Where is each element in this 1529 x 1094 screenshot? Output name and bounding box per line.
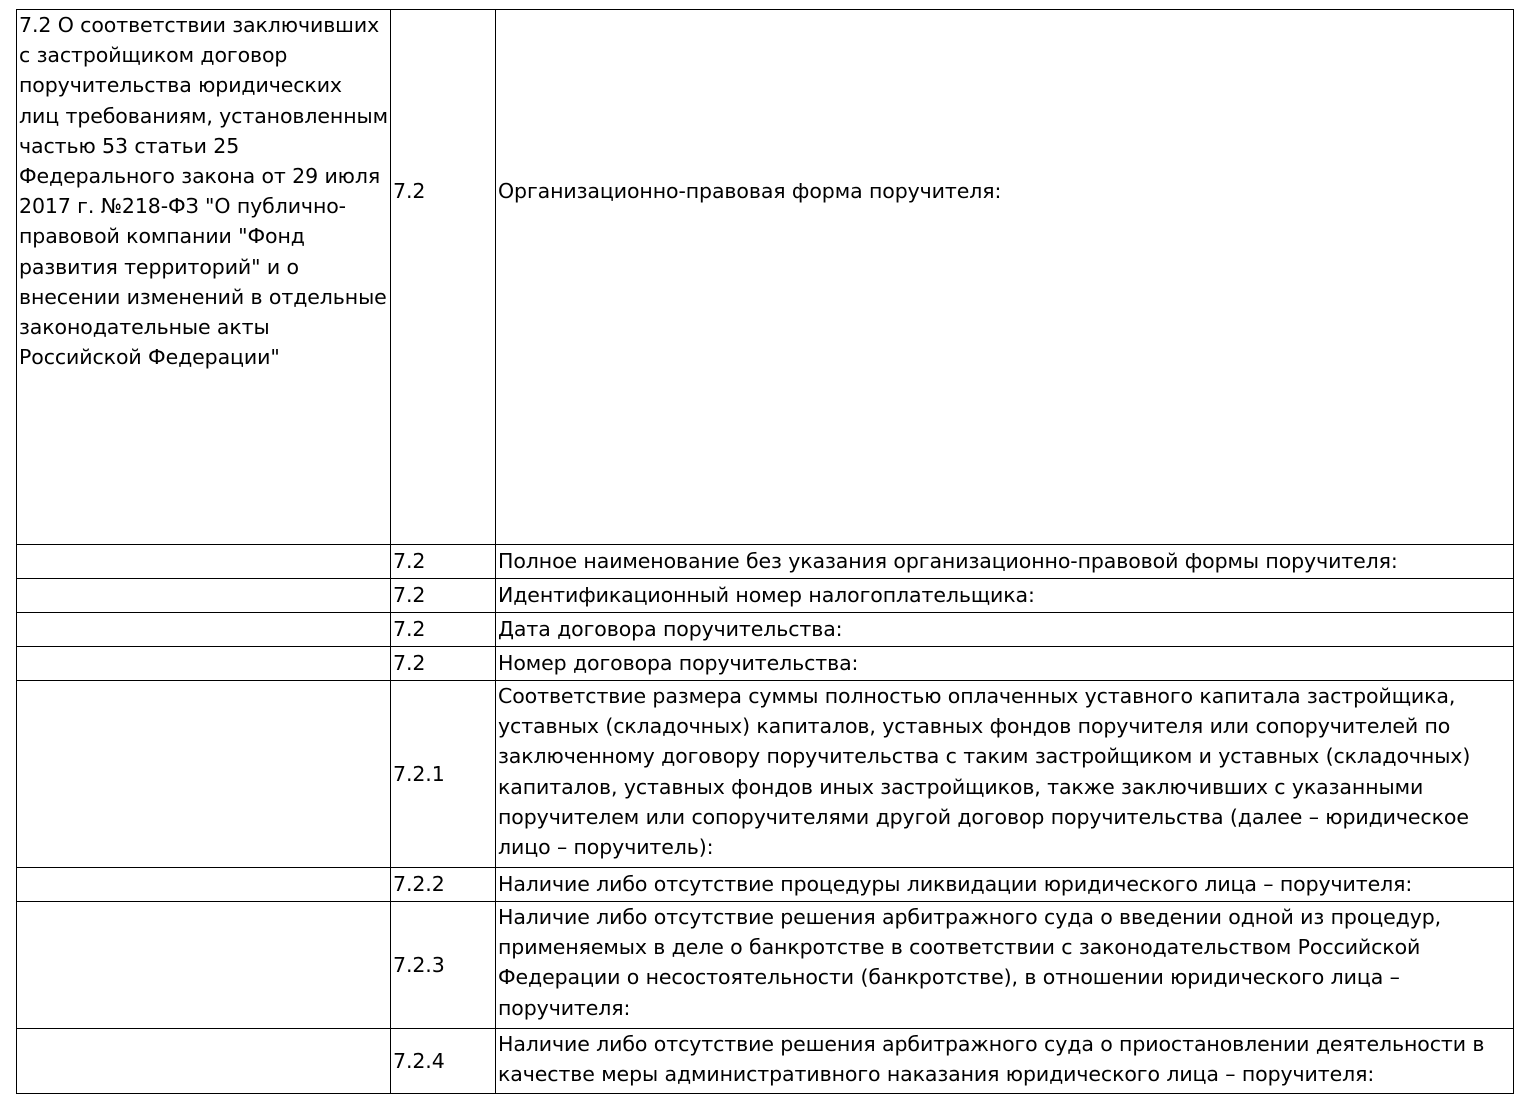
item-description: Идентификационный номер налогоплательщика: bbox=[498, 583, 1035, 608]
description-cell bbox=[496, 579, 1514, 613]
code-cell bbox=[391, 868, 496, 902]
table-row bbox=[17, 1029, 1514, 1094]
table-row bbox=[17, 647, 1514, 681]
section-cell bbox=[17, 647, 391, 681]
code-cell bbox=[391, 10, 496, 545]
description-cell bbox=[496, 902, 1514, 1029]
code-cell bbox=[391, 613, 496, 647]
item-description: Наличие либо отсутствие решения арбитражного суда о приостановлении деятельности в качестве меры административного наказания юридического лица – поручителя: bbox=[498, 1032, 1485, 1087]
code-cell bbox=[391, 545, 496, 579]
item-description: Наличие либо отсутствие решения арбитражного суда о введении одной из процедур, применяемых в деле о банкротстве в соответствии с законодательством Российской Федерации о несостоятельности (банкротстве), в отношении юридического лица – поручителя: bbox=[498, 905, 1442, 1020]
section-cell bbox=[17, 681, 391, 868]
code-cell bbox=[391, 1029, 496, 1094]
table-row bbox=[17, 681, 1514, 868]
code-cell bbox=[391, 579, 496, 613]
section-cell bbox=[17, 545, 391, 579]
table-row bbox=[17, 545, 1514, 579]
description-cell bbox=[496, 1029, 1514, 1094]
section-cell bbox=[17, 902, 391, 1029]
item-description: Полное наименование без указания организационно-правовой формы поручителя: bbox=[498, 549, 1398, 574]
section-title: 7.2 О соответствии заключивших с застройщиком договор поручительства юридических лиц требованиям, установленным частью 53 статьи 25 Федерального закона от 29 июля 2017 г. №218-ФЗ "О публично-правовой компании "Фонд развития территорий" и о внесении изменений в отдельные законодательные акты Российской Федерации" bbox=[19, 13, 388, 370]
item-code: 7.2 bbox=[393, 617, 426, 642]
item-code: 7.2.3 bbox=[393, 952, 445, 977]
guarantor-info-table bbox=[16, 9, 1514, 1094]
item-code: 7.2.1 bbox=[393, 761, 445, 786]
item-description: Дата договора поручительства: bbox=[498, 617, 843, 642]
item-code: 7.2 bbox=[393, 179, 426, 203]
section-cell bbox=[17, 1029, 391, 1094]
code-cell bbox=[391, 902, 496, 1029]
table-row bbox=[17, 902, 1514, 1029]
table-row bbox=[17, 579, 1514, 613]
item-code: 7.2 bbox=[393, 549, 426, 574]
item-description: Номер договора поручительства: bbox=[498, 651, 859, 676]
item-description: Соответствие размера суммы полностью оплаченных уставного капитала застройщика, уставных (складочных) капиталов, уставных фондов поручителя или сопоручителей по заключенному договору поручительства с таким застройщиком и уставных (складочных) капиталов, уставных фондов иных застройщиков, также заключивших с указанными поручителем или сопоручителями другой договор поручительства (далее – юридическое лицо – поручитель): bbox=[498, 684, 1471, 860]
item-code: 7.2.4 bbox=[393, 1048, 445, 1073]
description-cell bbox=[496, 647, 1514, 681]
description-cell bbox=[496, 613, 1514, 647]
code-cell bbox=[391, 681, 496, 868]
description-cell bbox=[496, 10, 1514, 545]
item-code: 7.2.2 bbox=[393, 872, 445, 897]
section-cell bbox=[17, 868, 391, 902]
item-code: 7.2 bbox=[393, 651, 426, 676]
section-cell bbox=[17, 613, 391, 647]
item-description: Наличие либо отсутствие процедуры ликвидации юридического лица – поручителя: bbox=[498, 872, 1413, 897]
description-cell bbox=[496, 681, 1514, 868]
table-row bbox=[17, 10, 1514, 545]
description-cell bbox=[496, 868, 1514, 902]
item-description: Организационно-правовая форма поручителя: bbox=[498, 179, 1002, 203]
section-cell bbox=[17, 10, 391, 545]
table-row bbox=[17, 868, 1514, 902]
description-cell bbox=[496, 545, 1514, 579]
section-cell bbox=[17, 579, 391, 613]
code-cell bbox=[391, 647, 496, 681]
item-code: 7.2 bbox=[393, 583, 426, 608]
table-row bbox=[17, 613, 1514, 647]
